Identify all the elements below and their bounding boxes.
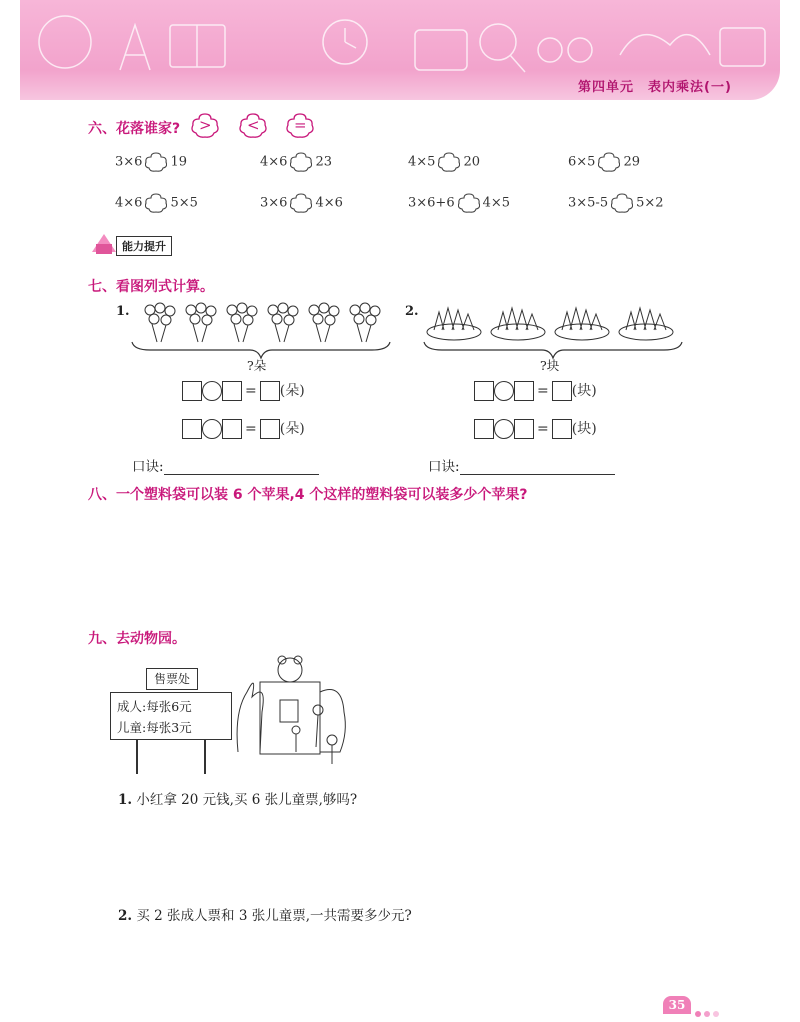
equation-row: = (朵) (182, 380, 305, 401)
answer-box[interactable] (182, 419, 202, 439)
blank-flower[interactable] (438, 152, 460, 172)
compare-item[interactable]: 4×6 5×5 (115, 193, 198, 213)
question1: 1. 小红拿 20 元钱,买 6 张儿童票,够吗? (118, 792, 358, 808)
sign-board (110, 692, 232, 740)
blank-flower[interactable] (458, 193, 480, 213)
section9-title: 九、去动物园。 (88, 631, 186, 647)
answer-box[interactable] (222, 419, 242, 439)
equation-row: = (朵) (182, 418, 305, 439)
watermelon-caption: ?块 (540, 358, 560, 373)
flower-choice-eq: = (285, 112, 315, 138)
operator-circle[interactable] (202, 419, 222, 439)
operator-circle[interactable] (494, 419, 514, 439)
page-dots (694, 1003, 724, 1022)
blank-flower[interactable] (290, 193, 312, 213)
blank-flower[interactable] (598, 152, 620, 172)
answer-box[interactable] (552, 419, 572, 439)
blank-flower[interactable] (611, 193, 633, 213)
problem2-number: 2. (405, 304, 419, 319)
section6-title: 六、花落谁家? (88, 121, 181, 137)
compare-item[interactable]: 4×6 23 (260, 152, 332, 172)
mnemonic-input[interactable] (460, 460, 615, 475)
compare-item[interactable]: 6×5 29 (568, 152, 640, 172)
answer-box[interactable] (182, 381, 202, 401)
blank-flower[interactable] (145, 152, 167, 172)
answer-box[interactable] (552, 381, 572, 401)
operator-circle[interactable] (202, 381, 222, 401)
unit-title: 第四单元 表内乘法(一) (578, 80, 732, 95)
operator-circle[interactable] (494, 381, 514, 401)
answer-box[interactable] (260, 419, 280, 439)
flowers-caption: ?朵 (247, 358, 267, 373)
equation-row: = (块) (474, 380, 597, 401)
equation-row: = (块) (474, 418, 597, 439)
mnemonic-input[interactable] (164, 460, 319, 475)
compare-item[interactable]: 3×6 4×6 (260, 193, 343, 213)
blank-flower[interactable] (290, 152, 312, 172)
section7-title: 七、看图列式计算。 (88, 279, 214, 295)
answer-box[interactable] (222, 381, 242, 401)
adult-price: 成人:每张6元 (117, 699, 192, 714)
question2: 2. 买 2 张成人票和 3 张儿童票,一共需要多少元? (118, 908, 412, 924)
answer-box[interactable] (260, 381, 280, 401)
mnemonic-line: 口诀: (132, 455, 319, 475)
flower-choice-gt: > (190, 112, 220, 138)
page-number: 35 (663, 996, 691, 1014)
answer-box[interactable] (474, 419, 494, 439)
section8-title: 八、一个塑料袋可以装 6 个苹果,4 个这样的塑料袋可以装多少个苹果? (88, 487, 528, 503)
compare-item[interactable]: 3×5-5 5×2 (568, 193, 664, 213)
compare-item[interactable]: 3×6+6 4×5 (408, 193, 510, 213)
flower-choice-lt: < (238, 112, 268, 138)
compare-item[interactable]: 4×5 20 (408, 152, 480, 172)
child-price: 儿童:每张3元 (117, 720, 192, 735)
answer-box[interactable] (474, 381, 494, 401)
answer-box[interactable] (514, 419, 534, 439)
zoo-gate-illustration (232, 652, 352, 772)
mnemonic-line: 口诀: (428, 455, 615, 475)
problem1-number: 1. (116, 304, 130, 319)
sign-heading: 售票处 (146, 668, 198, 690)
ticket-sign (110, 668, 232, 778)
blank-flower[interactable] (145, 193, 167, 213)
compare-item[interactable]: 3×6 19 (115, 152, 187, 172)
answer-box[interactable] (514, 381, 534, 401)
